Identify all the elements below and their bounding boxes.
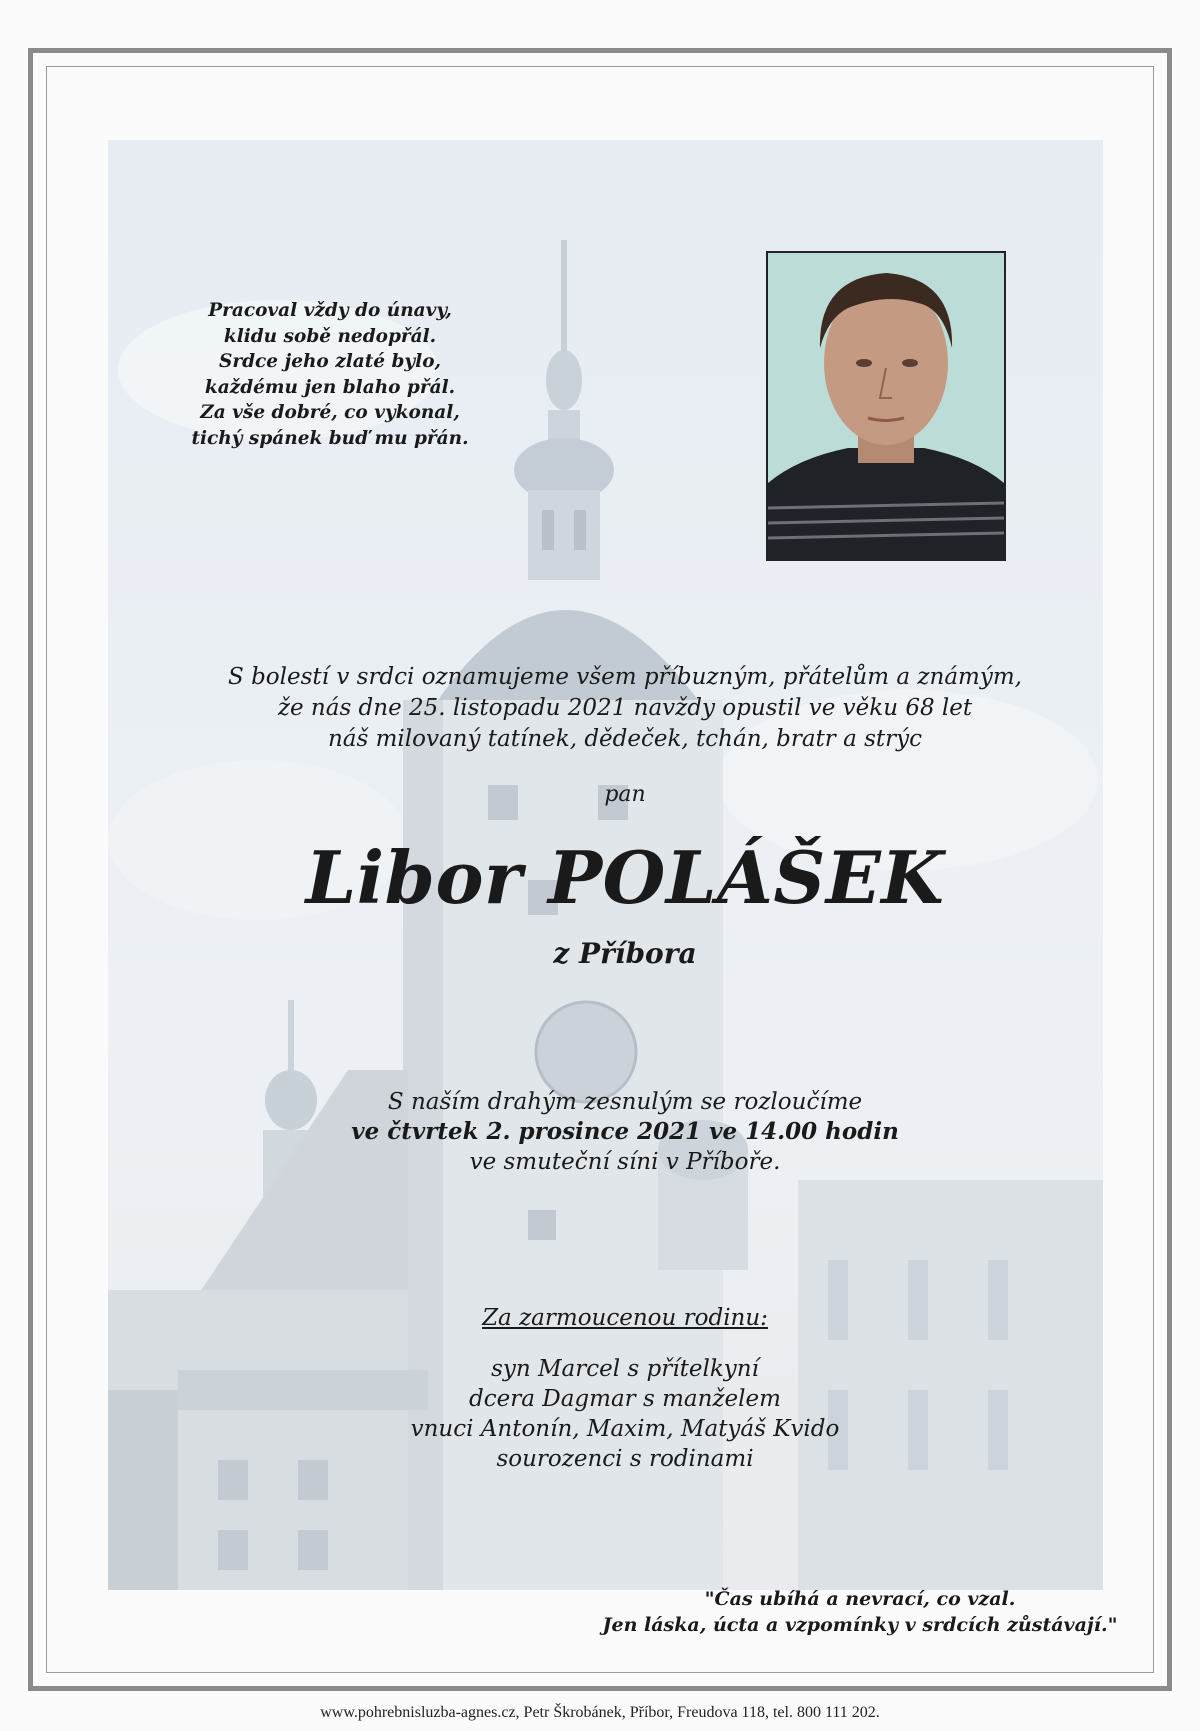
deceased-name: Libor POLÁŠEK <box>305 835 945 920</box>
portrait-photo <box>766 251 1006 561</box>
closing-quote <box>560 1586 1160 1638</box>
ceremony-date: ve čtvrtek 2. prosince 2021 ve 14.00 hodin <box>351 1118 899 1145</box>
announcement-line: že nás dne 25. listopadu 2021 navždy opustil ve věku 68 let <box>277 695 973 721</box>
family-member: dcera Dagmar s manželem <box>469 1386 781 1412</box>
announcement <box>130 662 1120 755</box>
family-member: sourozenci s rodinami <box>496 1446 754 1472</box>
poem-line: Pracoval vždy do únavy, <box>208 300 452 321</box>
family-member: syn Marcel s přítelkyní <box>491 1356 759 1382</box>
poem-line: každému jen blaho přál. <box>204 376 456 398</box>
announcement-line: S bolestí v srdci oznamujeme všem příbuzným, přátelům a známým, <box>228 664 1022 690</box>
quote-line: Jen láska, úcta a vzpomínky v srdcích zůstávají." <box>602 1614 1118 1636</box>
family-heading-text: Za zarmoucenou rodinu: <box>482 1305 768 1331</box>
poem <box>150 298 510 451</box>
title-pan: pan <box>604 782 646 807</box>
deceased-origin: z Příbora <box>553 937 697 970</box>
ceremony-place: ve smuteční síni v Příboře. <box>469 1149 781 1175</box>
ceremony-line: S naším drahým zesnulým se rozloučíme <box>387 1089 863 1115</box>
family-member: vnuci Antonín, Maxim, Matyáš Kvido <box>410 1416 840 1442</box>
family-heading <box>130 1305 1120 1331</box>
poem-line: klidu sobě nedopřál. <box>223 325 437 347</box>
quote-line: "Čas ubíhá a nevrací, co vzal. <box>704 1588 1016 1610</box>
ceremony-info <box>130 1087 1120 1177</box>
portrait-image <box>768 253 1004 559</box>
poem-line: Za vše dobré, co vykonal, <box>200 402 460 423</box>
announcement-line: náš milovaný tatínek, dědeček, tchán, bratr a strýc <box>327 726 923 752</box>
family-list <box>130 1354 1120 1474</box>
poem-line: tichý spánek buď mu přán. <box>191 427 469 449</box>
poem-line: Srdce jeho zlaté bylo, <box>219 351 441 372</box>
footer-contact: www.pohrebnisluzba-agnes.cz, Petr Škrobánek, Příbor, Freudova 118, tel. 800 111 202. <box>320 1704 880 1721</box>
